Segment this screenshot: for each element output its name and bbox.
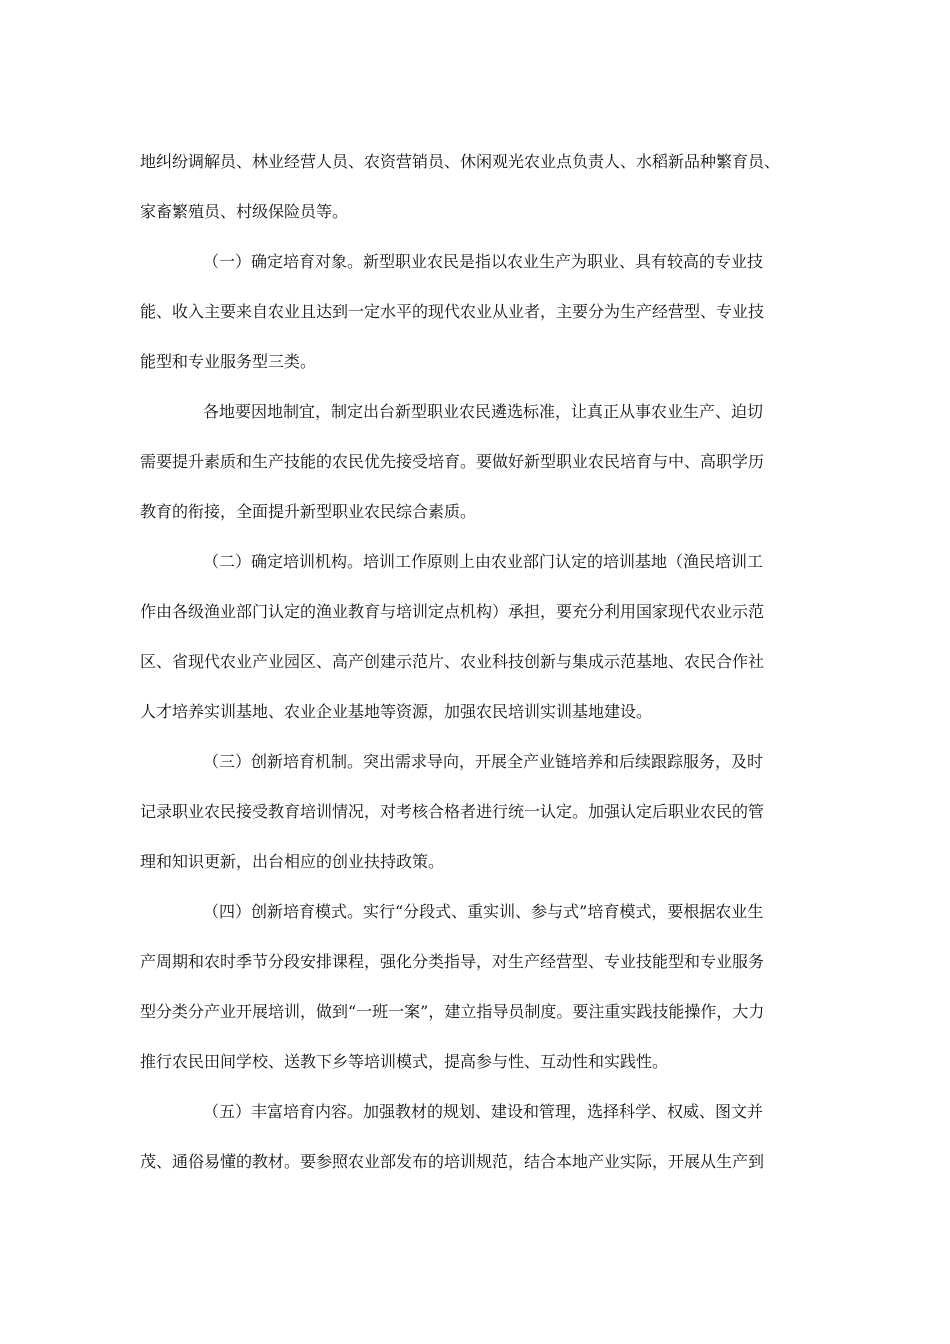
text-line: 能、收入主要来自农业且达到一定水平的现代农业从业者，主要分为生产经营型、专业技: [140, 302, 765, 321]
text-line: 型分类分产业开展培训，做到“一班一案”，建立指导员制度。要注重实践技能操作，大力: [140, 1002, 765, 1021]
text-line: 作由各级渔业部门认定的渔业教育与培训定点机构）承担，要充分利用国家现代农业示范: [140, 602, 765, 621]
paragraph-6-first-line: （五）丰富培育内容。加强教材的规划、建设和管理，选择科学、权威、图文并: [203, 1102, 764, 1121]
text-line: 产周期和农时季节分段安排课程，强化分类指导，对生产经营型、专业技能型和专业服务: [140, 952, 765, 971]
text-line: 理和知识更新，出台相应的创业扶持政策。: [140, 852, 445, 871]
paragraph-4-first-line: （三）创新培育机制。突出需求导向，开展全产业链培养和后续跟踪服务，及时: [203, 752, 764, 771]
text-line: 人才培养实训基地、农业企业基地等资源，加强农民培训实训基地建设。: [140, 702, 653, 721]
paragraph-5-first-line: （四）创新培育模式。实行“分段式、重实训、参与式”培育模式，要根据农业生: [203, 902, 764, 921]
text-line: 教育的衔接，全面提升新型职业农民综合素质。: [140, 502, 477, 521]
text-line: 地纠纷调解员、林业经营人员、农资营销员、休闲观光农业点负责人、水稻新品种繁育员、: [140, 152, 781, 171]
paragraph-3-first-line: （二）确定培训机构。培训工作原则上由农业部门认定的培训基地（渔民培训工: [203, 552, 764, 571]
text-line: 茂、通俗易懂的教材。要参照农业部发布的培训规范，结合本地产业实际，开展从生产到: [140, 1152, 765, 1171]
text-line: 记录职业农民接受教育培训情况，对考核合格者进行统一认定。加强认定后职业农民的管: [140, 802, 765, 821]
text-line: 需要提升素质和生产技能的农民优先接受培育。要做好新型职业农民培育与中、高职学历: [140, 452, 765, 471]
text-line: 家畜繁殖员、村级保险员等。: [140, 202, 349, 221]
text-line: 推行农民田间学校、送教下乡等培训模式，提高参与性、互动性和实践性。: [140, 1052, 669, 1071]
paragraph-1-first-line: （一）确定培育对象。新型职业农民是指以农业生产为职业、具有较高的专业技: [203, 252, 764, 271]
text-line: 能型和专业服务型三类。: [140, 352, 317, 371]
text-line: 区、省现代农业产业园区、高产创建示范片、农业科技创新与集成示范基地、农民合作社: [140, 652, 765, 671]
paragraph-2-first-line: 各地要因地制宜，制定出台新型职业农民遴选标准，让真正从事农业生产、迫切: [203, 402, 764, 421]
